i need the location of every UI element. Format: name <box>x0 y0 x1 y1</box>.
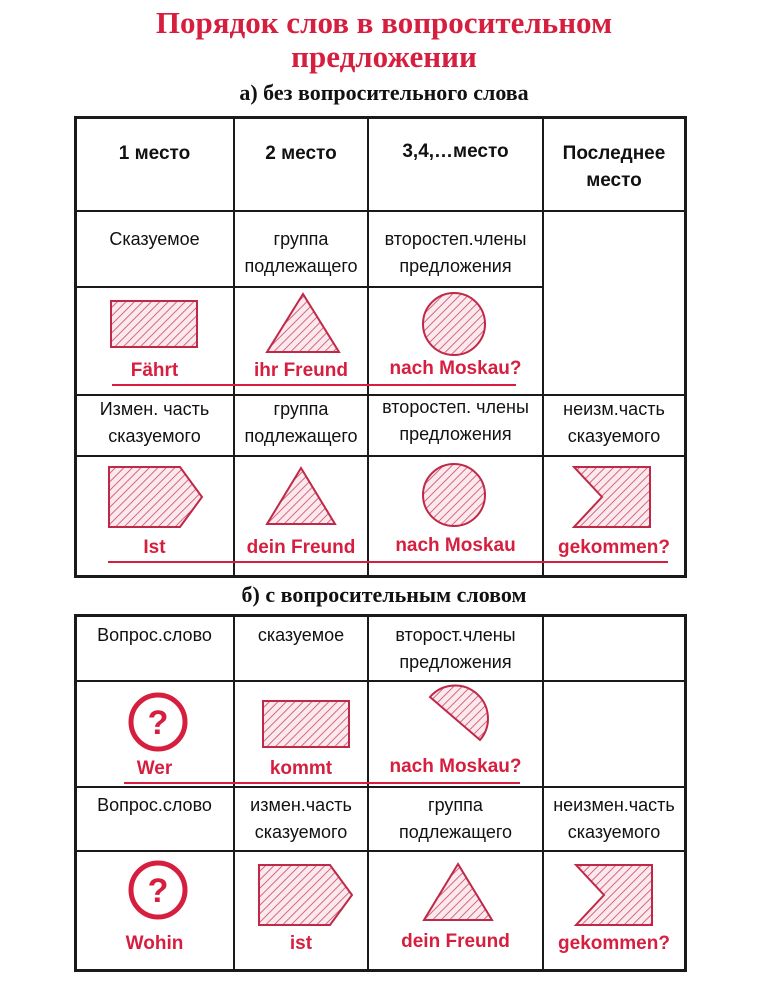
word-dein-freund: dein Freund <box>401 931 510 952</box>
label-line: неизмен.часть <box>553 795 675 815</box>
page-title <box>0 6 768 74</box>
section-b-heading: б) с вопросительным словом <box>241 582 527 607</box>
label-line: сказуемого <box>567 822 661 842</box>
label-unchanging-predicate <box>544 396 684 450</box>
table-a-row-divider <box>74 455 687 457</box>
label-line: сказуемого <box>254 822 348 842</box>
triangle-icon <box>265 466 337 526</box>
label-line: группа <box>273 399 329 419</box>
word-ist: Ist <box>143 537 166 558</box>
sentence-underline <box>108 561 668 563</box>
title-line-1: Порядок слов в вопросительном <box>155 5 613 40</box>
circle-icon <box>421 462 487 528</box>
word-gekommen: gekommen? <box>558 933 670 954</box>
arrow-pentagon-icon <box>258 864 354 926</box>
label-line: предложения <box>399 256 512 276</box>
label-unchanging-predicate <box>544 792 684 846</box>
label-changing-predicate <box>235 792 367 846</box>
word-wohin: Wohin <box>125 933 184 954</box>
word-nach-moskau: nach Moskau? <box>389 756 522 777</box>
header-place-2: 2 место <box>265 143 337 164</box>
label-line: группа <box>428 795 483 815</box>
label-line: второстеп.члены <box>384 229 527 249</box>
triangle-icon <box>265 292 341 354</box>
label-line: предложения <box>399 652 512 672</box>
label-line: сказуемого <box>567 426 661 446</box>
label-line: измен.часть <box>250 795 352 815</box>
question-mark-glyph: ? <box>147 872 169 910</box>
title-line-2: предложении <box>291 39 477 74</box>
label-line: подлежащего <box>244 256 358 276</box>
table-b-row-divider <box>74 680 687 682</box>
word-kommt: kommt <box>269 758 333 779</box>
label-line: второстеп. члены <box>382 397 529 417</box>
circle-icon <box>421 291 487 357</box>
question-mark-icon <box>128 860 188 920</box>
label-subject-group <box>369 792 542 846</box>
word-wer: Wer <box>136 758 173 779</box>
triangle-icon <box>422 862 494 922</box>
label-line: предложения <box>399 424 512 444</box>
word-dein-freund: dein Freund <box>246 537 356 558</box>
word-gekommen: gekommen? <box>558 537 670 558</box>
label-line: неизм.часть <box>563 399 665 419</box>
header-last-line-2: место <box>586 170 642 191</box>
word-ihr-freund: ihr Freund <box>254 360 348 381</box>
label-line: группа <box>273 229 329 249</box>
arrow-pentagon-icon <box>108 466 204 528</box>
word-nach-moskau: nach Moskau <box>395 535 516 556</box>
table-a-row-divider <box>74 210 687 212</box>
header-last-line-1: Последнее <box>562 143 666 164</box>
label-line: подлежащего <box>398 822 513 842</box>
word-faehrt: Fährt <box>130 360 179 381</box>
label-secondary-members <box>369 622 542 676</box>
header-place-3-4: 3,4,…место <box>402 141 509 162</box>
sentence-underline <box>112 384 516 386</box>
word-ist: ist <box>289 933 313 954</box>
label-line: Измен. часть <box>99 399 210 419</box>
label-subject-group <box>235 396 367 450</box>
label-question-word: Вопрос.слово <box>97 625 212 645</box>
question-mark-glyph: ? <box>147 704 169 742</box>
rectangle-icon <box>262 700 350 748</box>
label-line: сказуемого <box>108 426 201 446</box>
question-mark-icon <box>128 692 188 752</box>
table-b-row-divider <box>74 850 687 852</box>
sentence-underline <box>124 782 520 784</box>
rectangle-icon <box>110 300 198 348</box>
table-a-row-divider <box>74 286 544 288</box>
semicircle-icon <box>420 694 490 756</box>
label-line: подлежащего <box>244 426 358 446</box>
notched-chevron-icon <box>572 466 652 528</box>
label-question-word: Вопрос.слово <box>97 795 212 815</box>
label-changing-predicate <box>76 396 233 450</box>
header-place-1: 1 место <box>118 143 191 164</box>
label-secondary-members <box>369 226 542 280</box>
table-b-row-divider <box>74 786 687 788</box>
label-predicate: сказуемое <box>257 625 345 645</box>
section-a-heading: а) без вопросительного слова <box>239 80 529 105</box>
word-nach-moskau: nach Moskau? <box>389 358 522 379</box>
table-a-col-divider <box>233 116 235 578</box>
label-subject-group <box>235 226 367 280</box>
label-predicate: Сказуемое <box>109 229 200 249</box>
table-a-col-divider <box>367 116 369 578</box>
header-last-place <box>544 140 684 194</box>
label-line: второст.члены <box>395 625 516 645</box>
notched-chevron-icon <box>574 864 654 926</box>
label-secondary-members <box>369 394 542 448</box>
